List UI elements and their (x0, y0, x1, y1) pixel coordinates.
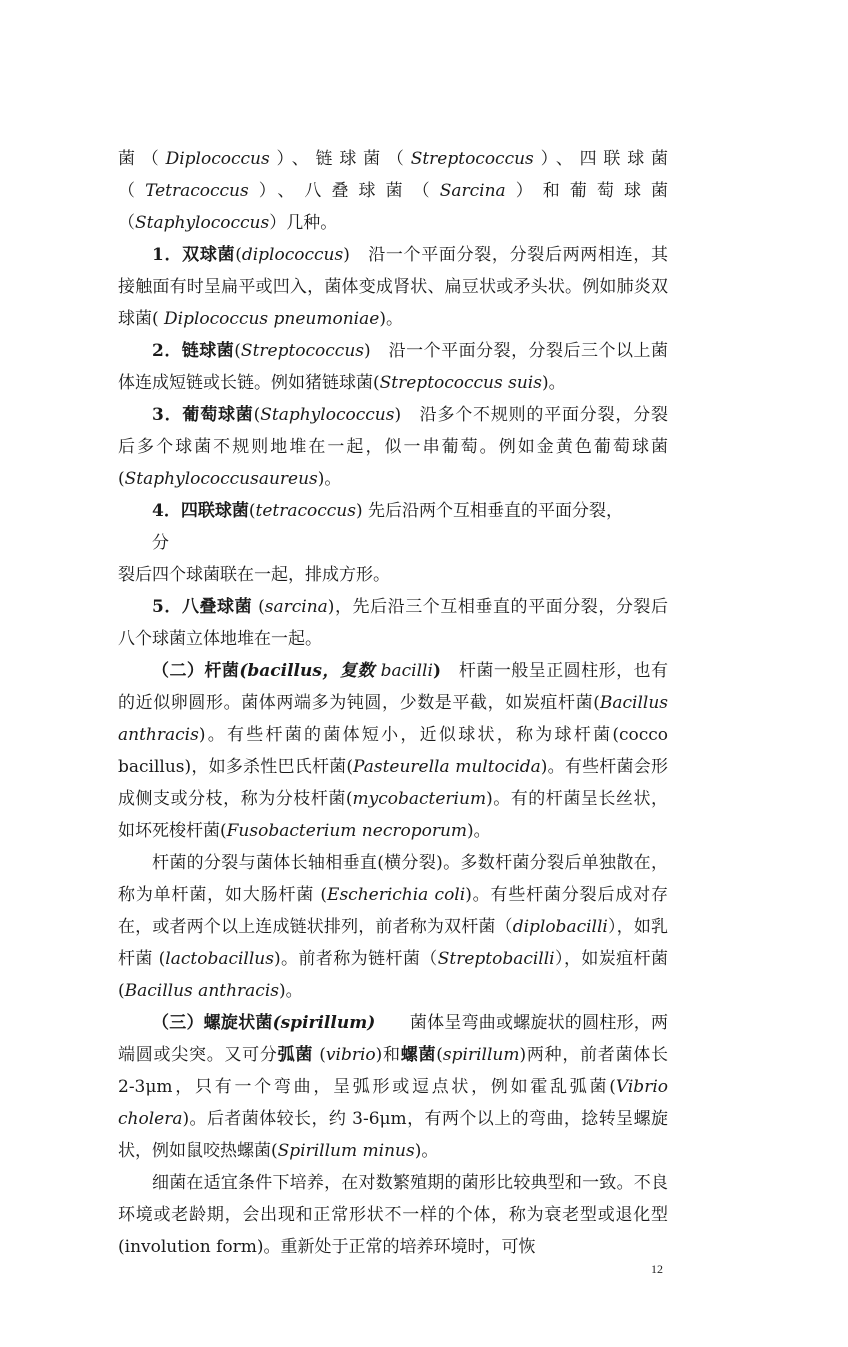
latin-name: spirillum (442, 1045, 520, 1065)
text: ) (343, 245, 350, 265)
text: )。前者称为链杆菌（ (273, 949, 438, 969)
text: ( (436, 1045, 443, 1065)
text: ) (432, 661, 441, 681)
text: )。 (467, 821, 491, 841)
latin-name: Escherichia coli (327, 885, 466, 905)
term: 螺菌 (400, 1045, 437, 1065)
latin-name: Streptococcus (240, 341, 365, 361)
latin-name: Diplococcus (165, 149, 270, 169)
text: )。有些杆菌的菌体短小，近似球状，称为球杆菌(cocco bacillus)，如多杀性巴氏杆菌( (118, 725, 668, 777)
text: ）、链球菌（ (269, 149, 411, 169)
latin-name: Streptococcus suis (379, 373, 542, 393)
section-heading: （二）杆菌 (152, 661, 240, 681)
text: )和 (375, 1045, 401, 1065)
latin-name: Bacillus anthracis (118, 693, 668, 745)
document-body (118, 143, 668, 1263)
text: ( (234, 341, 241, 361)
item-heading: 5．八叠球菌 (152, 597, 253, 617)
latin-name: Streptococcus (410, 149, 534, 169)
text: ) (394, 405, 402, 425)
text: 沿一个平面分裂，分裂后两两相连，其接触面有时呈扁平或凹入，菌体变成肾状、扁豆状或矛头状。例如肺炎双球菌( (118, 245, 668, 329)
latin-name: tetracoccus (255, 501, 356, 521)
latin-name: diplococcus (241, 245, 344, 265)
text: 沿一个平面分裂，分裂后三个以上菌体连成短链或长链。例如猪链球菌( (118, 341, 668, 393)
latin-name: Streptobacilli (437, 949, 555, 969)
item-heading: 3．葡萄球菌 (152, 405, 254, 425)
paragraph-spirillum (118, 1007, 668, 1167)
latin-name: Staphylococcus (135, 213, 270, 233)
paragraph-staphylococcus (118, 399, 668, 495)
item-heading: 4．四联球菌 (152, 501, 249, 521)
latin-name: Tetracoccus (145, 181, 249, 201)
text: 沿多个不规则的平面分裂，分裂后多个球菌不规则地堆在一起，似一串葡萄。例如金黄色葡萄球菌( (118, 405, 668, 489)
text: 裂后四个球菌联在一起，排成方形。 (118, 565, 390, 585)
text: )。 (317, 469, 342, 489)
text: ( (248, 501, 256, 521)
latin-name: Diplococcus pneumoniae (158, 309, 380, 329)
text: ( (235, 245, 242, 265)
text: )。 (379, 309, 403, 329)
latin-name: Vibrio cholera (118, 1077, 668, 1129)
latin-name: vibrio (325, 1045, 376, 1065)
text: ）和葡萄球菌（ (118, 181, 669, 233)
text: ) (364, 341, 371, 361)
text: )。有的杆菌呈长丝状，如坏死梭杆菌( (118, 789, 668, 841)
text: 杆菌一般呈正圆柱形，也有的近似卵圆形。菌体两端多为钝圆，少数是平截，如炭疽杆菌( (118, 661, 668, 713)
item-heading: 2．链球菌 (152, 341, 235, 361)
text: ( (252, 597, 265, 617)
term: 弧菌 (277, 1045, 314, 1065)
text: )。后者菌体较长，约 3-6μm，有两个以上的弯曲，捻转呈螺旋状，例如鼠咬热螺菌( (118, 1109, 668, 1161)
text: )两种，前者菌体长 2-3μm，只有一个弯曲，呈弧形或逗点状，例如霍乱弧菌( (118, 1045, 669, 1097)
text: )。 (414, 1141, 439, 1161)
latin-name: Spirillum minus (277, 1141, 415, 1161)
paragraph-diplococcus (118, 239, 668, 335)
section-heading: （三）螺旋状菌 (152, 1013, 273, 1033)
latin-name: Pasteurella multocida (353, 757, 541, 777)
paragraph-bacillus-division (118, 847, 668, 1007)
latin-name: lactobacillus (165, 949, 274, 969)
text: 分 (152, 533, 169, 553)
latin-name: (bacillus，复数 (239, 661, 375, 681)
text: 菌（ (118, 149, 166, 169)
latin-name: Bacillus anthracis (124, 981, 279, 1001)
text: 杆菌的分裂与菌体长轴相垂直(横分裂)。多数杆菌分裂后单独散在，称为单杆菌，如大肠杆菌 ( (118, 853, 668, 905)
latin-name: Fusobacterium necroporum (226, 821, 468, 841)
text: )。 (279, 981, 303, 1001)
text: )。 (541, 373, 566, 393)
text: )，先后沿三个互相垂直的平面分裂，分裂后八个球菌立体地堆在一起。 (118, 597, 668, 649)
text: 先后沿两个互相垂直的平面分裂， (362, 501, 623, 521)
text: 细菌在适宜条件下培养，在对数繁殖期的菌形比较典型和一致。不良环境或老龄期，会出现和正常形状不一样的个体，称为衰老型或退化型(involution form)。重新处于正常的培养环境时，可恢 (118, 1173, 668, 1257)
latin-name: Staphylococcus (260, 405, 395, 425)
latin-name: Staphylococcusaureus (124, 469, 318, 489)
text: ( (253, 405, 261, 425)
paragraph-involution (118, 1167, 668, 1263)
text: ）、四联球菌（ (118, 149, 669, 201)
text: 菌体呈弯曲或螺旋状的圆柱形，两端圆或尖突。又可分 (118, 1013, 669, 1065)
latin-name: mycobacterium (352, 789, 487, 809)
text: ) (355, 501, 363, 521)
latin-name: Sarcina (439, 181, 506, 201)
page-number: 12 (651, 1262, 663, 1276)
paragraph-tetracoccus (118, 495, 668, 527)
paragraph-intro-continued (118, 143, 668, 239)
text: ）几种。 (269, 213, 338, 233)
text: ）、八叠球菌（ (248, 181, 440, 201)
paragraph-tetracoccus-continued (118, 559, 668, 591)
latin-name: bacilli (374, 661, 433, 681)
paragraph-streptococcus (118, 335, 668, 399)
text: )。有些杆菌会形成侧支或分枝，称为分枝杆菌( (118, 757, 668, 809)
text: ），如乳杆菌 ( (118, 917, 669, 969)
item-heading: 1．双球菌 (152, 245, 236, 265)
paragraph-bacillus (118, 655, 668, 847)
text: )。有些杆菌分裂后成对存在，或者两个以上连成链状排列，前者称为双杆菌（ (118, 885, 668, 937)
paragraph-sarcina (118, 591, 668, 655)
latin-name: diplobacilli (512, 917, 608, 937)
paragraph-fragment (118, 527, 668, 559)
text: ( (313, 1045, 326, 1065)
text: ），如炭疽杆菌( (118, 949, 669, 1001)
latin-name: (spirillum) (272, 1013, 376, 1033)
latin-name: sarcina (264, 597, 328, 617)
